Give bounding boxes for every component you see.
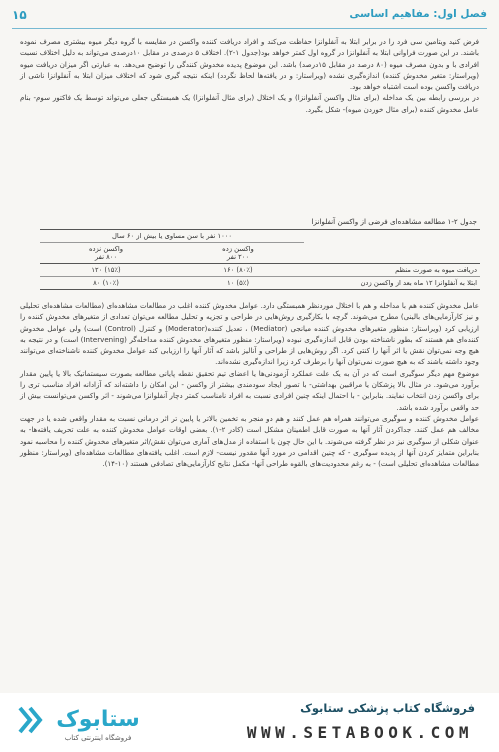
table-cell: (۱۰٪) ۸۰ (40, 277, 172, 290)
body-text-bottom (20, 300, 479, 469)
column-count: ۸۰۰ نفر (94, 253, 118, 261)
row-label: دریافت میوه به صورت منظم (304, 264, 480, 277)
page-header (12, 8, 487, 26)
paragraph: عامل مخدوش کننده هم با مداخله و هم با اختلال موردنظر همبستگی دارد. عوامل مخدوش کننده اغلب در مطالعات مشاهده‌ای (مطالعات مشاهده‌ای تحلیلی و نیز کارآزمایی‌های بالینی) مطرح می‌شوند. گرچه با بکارگیری روش‌هایی در طراحی و تجزیه و تحلیل مطالعه می‌توان تعدادی از متغیرهای مخدوش کننده را ارزیابی کرد (ویراستار: منظور متغیرهای مخدوش کننده میانجی (Mediator) ، تعدیل کننده(Moderator) و کنترل (Control) است) ولی عوامل مخدوش کننده‌ای هم هستند که بطور ناشناخته بودن قابل اندازه‌گیری نبوده (ویراستار: منظور متغیرهای مخدوش کننده مداخله‌گر (Intervening) است) و در نتیجه به هیچ وجه نمی‌توان نقش یا اثر آنها را کنتی کرد. اگر روش‌هایی از طراحی و آنالیز باشد که آثار آنها را ارزیابی کند عوامل مخدوش کننده ناشناخته‌ای می‌توانند وجود داشته باشند که به هیچ صورت نمی‌توان آنها را برطرف کرد زیرا اندازه‌گیری نشده‌اند. (20, 301, 480, 367)
table-caption: جدول ۲-۱ مطالعه مشاهده‌ای فرضی از واکسن آنفلوانزا (311, 217, 477, 226)
logo-text: ستابوک (56, 707, 140, 732)
chevron-icon (20, 708, 40, 732)
header-rule (12, 28, 487, 29)
shop-footer (0, 693, 499, 752)
paragraph: موضوع مهم دیگر سوگیری است که در آن به یک علت عملکرد آزمودنی‌ها یا اعضای تیم تحقیق نقطه پایانی مطالعه بصورت سیستماتیک بالا یا پایین مقدار برآورد می‌شود. در مثال بالا پزشکان یا مراقبین بهداشتی- با تصور ایجاد سودمندی بیشتر از واکسن - این امکان را داشته‌اند که آزادانه افراد مناسب تری را برای واکسن زدن انتخاب نمایند. بنابراین - با احتمال اینکه چنین افرادی نسبت به افراد نامناسب کمتر دچار آنفلوانزا می‌شوند - اثر واکسن می‌توانست بیش از حد واقعی برآورد شده باشد. (20, 368, 479, 412)
column-label: واکسن زده (222, 245, 254, 253)
row-label: ابتلا به آنفلوانزا ۱۲ ماه بعد از واکسن زدن (304, 277, 480, 290)
table-span-header: ۱۰۰۰ نفر با سن مساوی یا بیش از ۶۰ سال (40, 230, 304, 243)
paragraph: عوامل مخدوش کننده و سوگیری می‌توانند همراه هم عمل کنند و هم دو منجر به تخمین بالاتر یا پایین تر اثر درمانی نسبت به مقدار واقعی شده یا در جهت مخالف هم عمل کنند. جداکردن آثار آنها به صورت قابل اطمینان مشکل است (کادر ۲-۱). بعضی اوقات عوامل مخدوش کننده به علت تحریف یافته‌ها- به عنوان شکلی از سوگیری نیز در نظر گرفته می‌شوند. با این حال چون با استفاده از مدل‌های آماری می‌توان نقش/اثر متغیرهای مخدوش کننده را محاسبه نمود بنابراین متمایز کردن آنها از پدیده سوگیری - که چنین اقدامی در مورد آنها مقدور نیست- لازم است. اغلب یافته‌های مطالعات مشاهده‌ای (ویراستار: منظور مطالعات مشاهده‌ای تحلیلی است) - به رغم محدودیت‌های بالقوه طراحی آنها- مکمل نتایج کارآزمایی‌های تصادفی هستند (۱۰-۱۴). (20, 413, 479, 469)
shop-name: فروشگاه کتاب پزشکی ستابوک (300, 701, 475, 715)
table-cell: (۵٪) ۱۰ (172, 277, 304, 290)
body-text-top (20, 36, 479, 115)
page-number: ۱۵ (12, 8, 27, 22)
column-label: واکسن نزده (88, 245, 124, 253)
column-count: ۲۰۰ نفر (226, 253, 250, 261)
paragraph: در بررسی رابطه بین یک مداخله (برای مثال واکسن آنفلوانزا) و یک اختلال (برای مثال آنفلوانزا) یک همبستگی جعلی می‌تواند توسط یک فاکتور سوم- بنام عامل مخدوش کننده (برای مثال خوردن میوه)- شکل بگیرد. (20, 93, 479, 114)
paragraph: فرض کنید ویتامین سی فرد را در برابر ابتلا به آنفلوانزا حفاظت می‌کند و افراد دریافت کننده واکسن در مقایسه با گروه دیگر میوه بیشتری مصرف نموده باشند. در این صورت فراوانی ابتلا به آنفلوانزا در گروه اول کمتر خواهد بود(جدول ۱-۲). اختلاف ۵ درصدی در مقابل ۱۰درصدی می‌تواند به دلیل اختلاف نسبت افرادی با و بدون مصرف میوه (۸۰ درصد در مقابل ۱۵درصد) باشد. این موضوع پدیده مخدوش کنندگی را توضیح می‌دهد. به عبارتی اگر میزان دریافت میوه (ویراستار: متغیر مخدوش کننده) اندازه‌گیری نشده (ویراستار: و در یافته‌ها لحاظ نگردد) اینکه نتیجه گیری شود که اختلاف میزان ابتلا به آنفلوانزا ناشی از دریافت واکسن بوده است اشتباه خواهد بود. (20, 37, 479, 92)
table-row (40, 277, 480, 290)
table-cell: (۱۵٪) ۱۲۰ (40, 264, 172, 277)
shop-url-link[interactable]: WWW.SETABOOK.COM (246, 723, 473, 742)
table-cell: (۸۰٪) ۱۶۰ (172, 264, 304, 277)
logo-subtext: فروشگاه اینترنتی کتاب (64, 734, 132, 742)
chapter-title: فصل اول: مفاهیم اساسی (349, 8, 487, 20)
table-column-header (172, 243, 304, 264)
setabook-logo (12, 698, 147, 746)
table-column-header (40, 243, 172, 264)
observation-table (40, 229, 480, 290)
table-row (40, 264, 480, 277)
